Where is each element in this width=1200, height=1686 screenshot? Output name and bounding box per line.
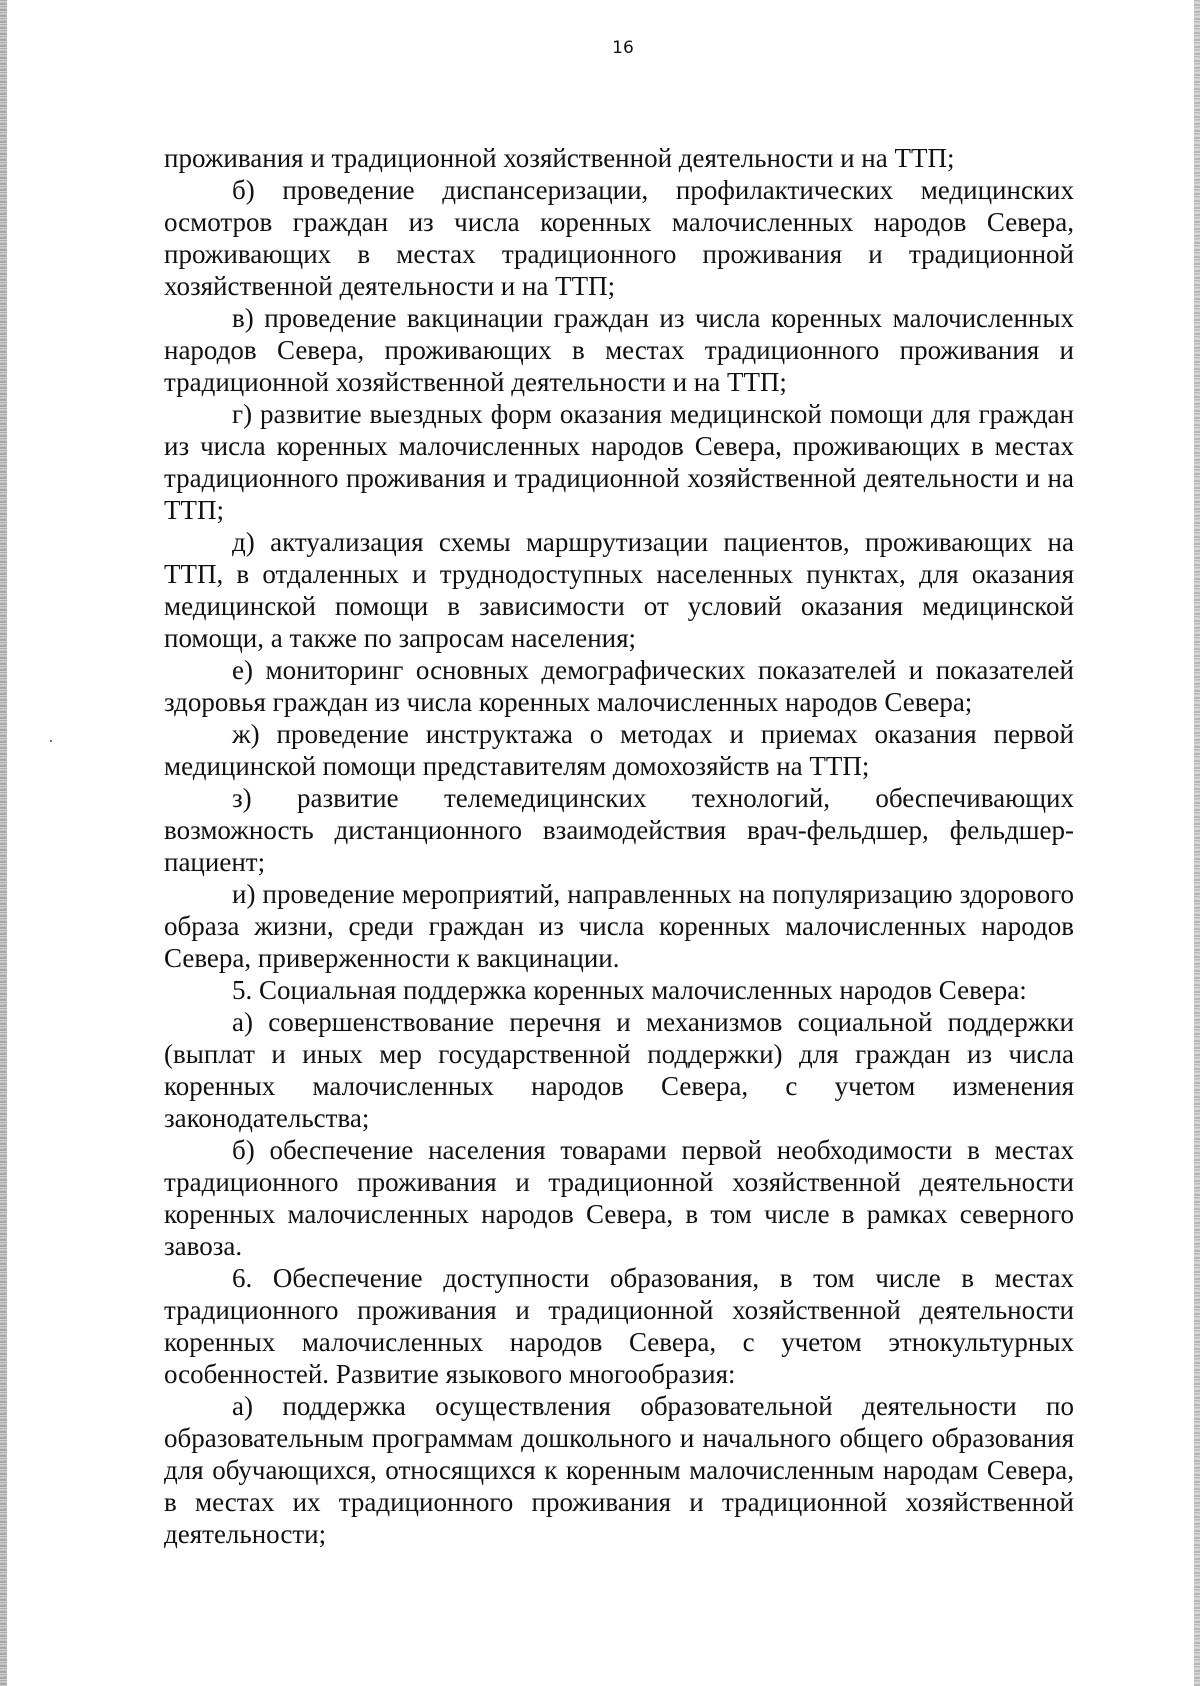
page-number: 16 (612, 38, 634, 58)
paragraph-item-a-social-support: а) совершенствование перечня и механизмов социальной поддержки (выплат и иных мер государственной поддержки) для граждан из числа коренных малочисленных народов Севера, с учетом изменения законодательства; (164, 1007, 1074, 1133)
section-heading-6: 6. Обеспечение доступности образования, в том числе в местах традиционного проживания и традиционной хозяйственной деятельности коренных малочисленных народов Севера, с учетом этнокультурных особенностей. Развитие языкового многообразия: (164, 1263, 1074, 1389)
paragraph-item-d-routing: д) актуализация схемы маршрутизации пациентов, проживающих на ТТП, в отдаленных и труднодоступных населенных пунктах, для оказания медицинской помощи в зависимости от условий оказания медицинской помощи, а также по запросам населения; (164, 527, 1074, 653)
paragraph-item-z-telemedicine: з) развитие телемедицинских технологий, обеспечивающих возможность дистанционного взаимодействия врач-фельдшер, фельдшер-пациент; (164, 783, 1074, 877)
scan-edge-right (1194, 0, 1200, 1686)
paragraph-item-zh-first-aid: ж) проведение инструктажа о методах и приемах оказания первой медицинской помощи представителям домохозяйств на ТТП; (164, 719, 1074, 781)
paragraph-item-b-supplies: б) обеспечение населения товарами первой необходимости в местах традиционного проживания и традиционной хозяйственной деятельности коренных малочисленных народов Севера, в том числе в рамках северного завоза. (164, 1135, 1074, 1261)
paragraph-item-v-vaccination: в) проведение вакцинации граждан из числа коренных малочисленных народов Севера, проживающих в местах традиционного проживания и традиционной хозяйственной деятельности и на ТТП; (164, 303, 1074, 397)
paragraph-item-b-dispensary: б) проведение диспансеризации, профилактических медицинских осмотров граждан из числа коренных малочисленных народов Севера, проживающих в местах традиционного проживания и традиционной хозяйственной деятельности и на ТТП; (164, 175, 1074, 301)
paragraph-item-e-monitoring: е) мониторинг основных демографических показателей и показателей здоровья граждан из числа коренных малочисленных народов Севера; (164, 655, 1074, 717)
paragraph-item-a-education: а) поддержка осуществления образовательной деятельности по образовательным программам дошкольного и начального общего образования для обучающихся, относящихся к коренным малочисленным народам Севера, в местах их традиционного проживания и традиционной хозяйственной деятельности; (164, 1391, 1074, 1549)
paragraph-item-g-mobile-care: г) развитие выездных форм оказания медицинской помощи для граждан из числа коренных малочисленных народов Севера, проживающих в местах традиционного проживания и традиционной хозяйственной деятельности и на ТТП; (164, 399, 1074, 525)
section-heading-5: 5. Социальная поддержка коренных малочисленных народов Севера: (232, 975, 1027, 1005)
document-body (164, 142, 1074, 1550)
scan-edge-left (0, 0, 7, 1686)
paragraph-continuation: проживания и традиционной хозяйственной деятельности и на ТТП; (164, 143, 955, 173)
scan-speck (50, 740, 52, 742)
paragraph-item-i-healthy-lifestyle: и) проведение мероприятий, направленных на популяризацию здорового образа жизни, среди граждан из числа коренных малочисленных народов Севера, приверженности к вакцинации. (164, 879, 1074, 973)
